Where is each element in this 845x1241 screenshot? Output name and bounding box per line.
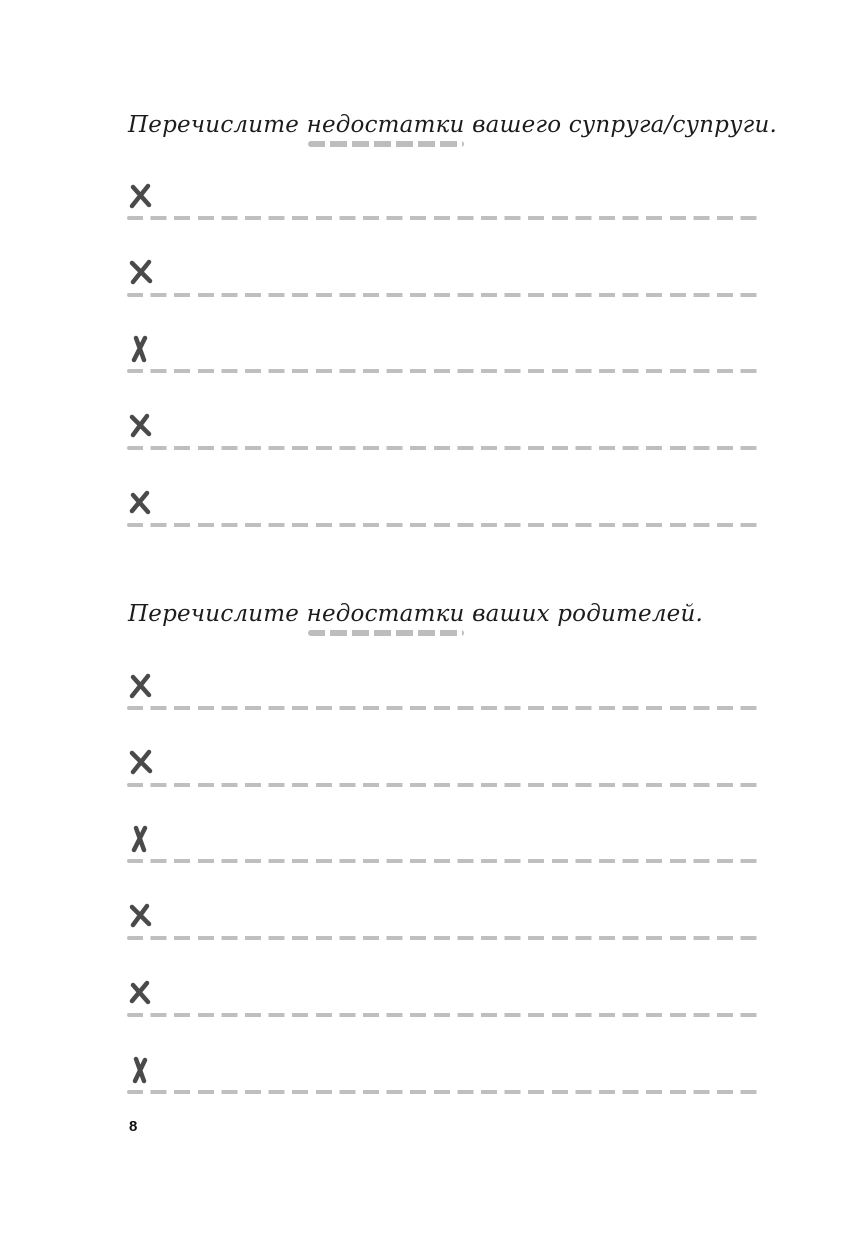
dashed-writing-line: [127, 1013, 763, 1017]
prompt-tail: ваших родителей.: [472, 601, 704, 627]
emphasis-text: недостатки: [306, 112, 465, 138]
entry-row[interactable]: [127, 747, 763, 787]
prompt-lead: Перечислите: [128, 601, 300, 627]
cross-mark-icon: [127, 1054, 155, 1084]
dashed-writing-line: [127, 446, 763, 450]
entry-row[interactable]: [127, 410, 763, 450]
entry-row[interactable]: [127, 333, 763, 373]
prompt-emphasis-word: [307, 601, 465, 627]
entry-row[interactable]: [127, 977, 763, 1017]
cross-mark-icon: [127, 257, 155, 287]
dashed-writing-line: [127, 216, 763, 220]
dashed-writing-line: [127, 369, 763, 373]
page-number: 8: [129, 1118, 138, 1135]
entry-row[interactable]: [127, 257, 763, 297]
prompt-tail: вашего супруга/супруги.: [472, 112, 777, 138]
entry-row[interactable]: [127, 823, 763, 863]
dashed-writing-line: [127, 523, 763, 527]
entry-row[interactable]: [127, 487, 763, 527]
cross-mark-icon: [127, 487, 155, 517]
cross-mark-icon: [127, 333, 155, 363]
cross-mark-icon: [127, 977, 155, 1007]
emphasis-underline: [308, 630, 464, 636]
entry-row[interactable]: [127, 670, 763, 710]
cross-mark-icon: [127, 180, 155, 210]
entry-row[interactable]: [127, 900, 763, 940]
emphasis-underline: [308, 141, 464, 147]
dashed-writing-line: [127, 936, 763, 940]
dashed-writing-line: [127, 783, 763, 787]
cross-mark-icon: [127, 670, 155, 700]
dashed-writing-line: [127, 859, 763, 863]
dashed-writing-line: [127, 293, 763, 297]
dashed-writing-line: [127, 1090, 763, 1094]
dashed-writing-line: [127, 706, 763, 710]
prompt-spouse: [128, 112, 777, 138]
cross-mark-icon: [127, 747, 155, 777]
prompt-lead: Перечислите: [128, 112, 300, 138]
cross-mark-icon: [127, 823, 155, 853]
prompt-emphasis-word: [307, 112, 465, 138]
emphasis-text: недостатки: [306, 601, 465, 627]
cross-mark-icon: [127, 410, 155, 440]
prompt-parents: [128, 601, 703, 627]
entry-row[interactable]: [127, 180, 763, 220]
entry-row[interactable]: [127, 1054, 763, 1094]
cross-mark-icon: [127, 900, 155, 930]
